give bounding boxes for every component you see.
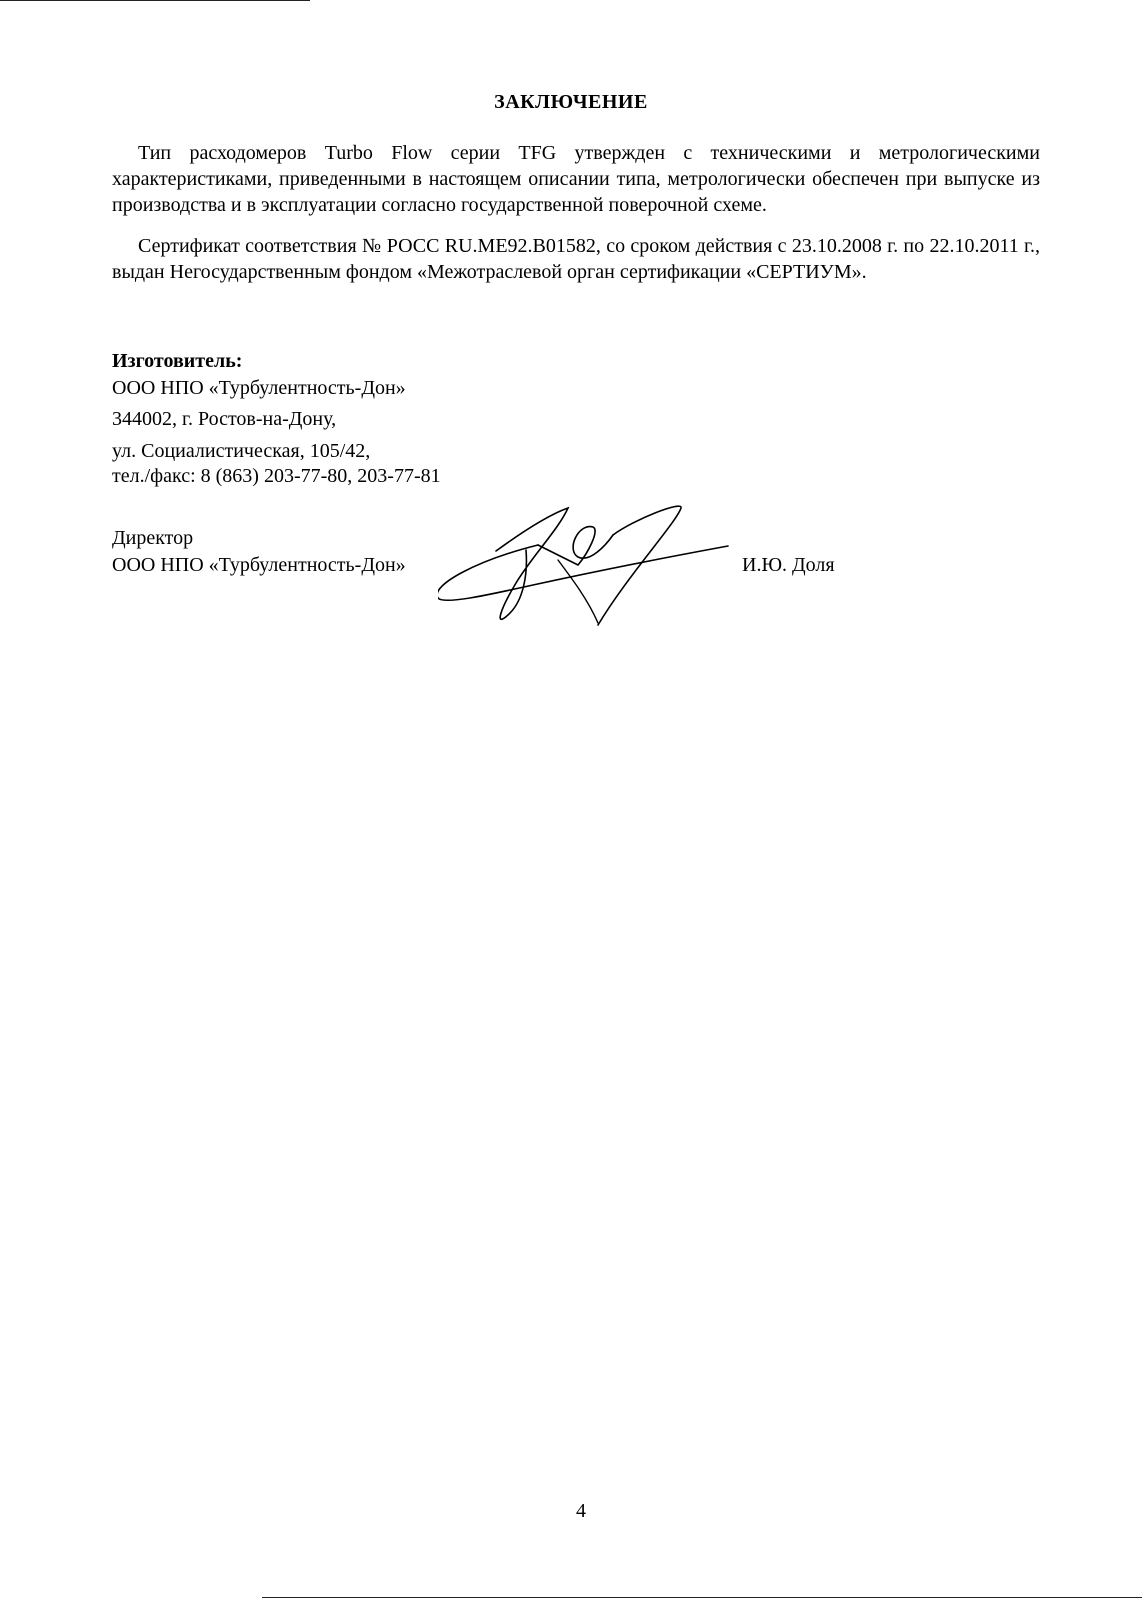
page-number: 4 — [576, 1500, 586, 1522]
manufacturer-city: 344002, г. Ростов-на-Дону, — [112, 408, 337, 430]
scan-edge-bottom — [262, 1597, 1142, 1598]
certificate-paragraph: Сертификат соответствия № РОСС RU.ME92.B01582, со сроком действия с 23.10.2008 г. по 22.10.2011 г., выдан Негосударственным фондом «Межотраслевой орган сертификации «СЕРТИУМ». — [112, 235, 1040, 283]
document-title: ЗАКЛЮЧЕНИЕ — [494, 91, 648, 113]
handwritten-signature — [438, 505, 738, 640]
conclusion-paragraph: Тип расходомеров Turbo Flow серии TFG утвержден с техническими и метрологическими характеристиками, приведенными в настоящем описании типа, метрологически обеспечен при выпуске из производства и в эксплуатации согласно государственной поверочной схеме. — [112, 142, 1040, 216]
signatory-organization: ООО НПО «Турбулентность-Дон» — [112, 554, 406, 576]
scan-edge-top — [0, 0, 310, 1]
manufacturer-phone: тел./факс: 8 (863) 203-77-80, 203-77-81 — [112, 465, 441, 487]
manufacturer-heading: Изготовитель: — [112, 350, 243, 372]
manufacturer-name: ООО НПО «Турбулентность-Дон» — [112, 377, 406, 399]
manufacturer-street: ул. Социалистическая, 105/42, — [112, 440, 371, 462]
signatory-name: И.Ю. Доля — [742, 554, 835, 576]
signatory-position: Директор — [112, 527, 194, 549]
